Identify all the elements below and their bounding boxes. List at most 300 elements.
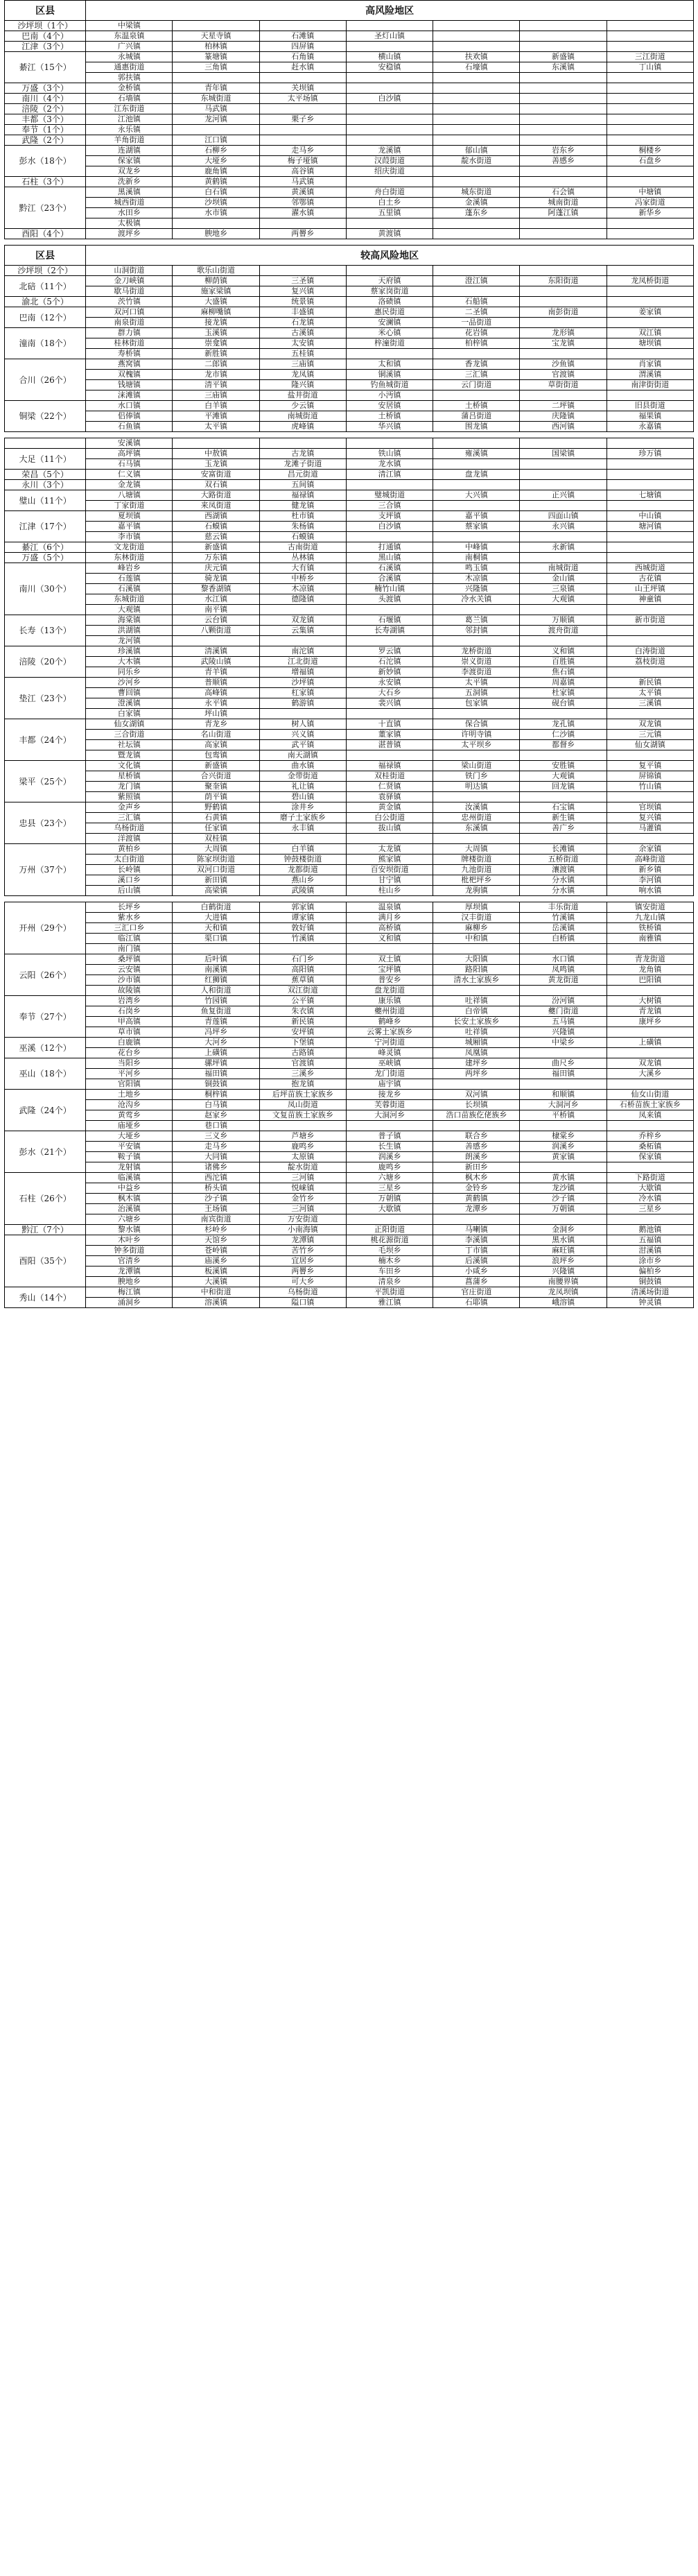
town-cell: 岩湾乡 [86,996,173,1006]
district-name: 黔江（7个） [5,1225,86,1235]
town-cell: 忠州街道 [433,813,520,823]
town-cell: 大木镇 [86,657,173,667]
table-row [5,21,694,31]
town-cell: 大观镇 [86,605,173,615]
table-row [5,875,694,886]
risk-table-2 [4,438,694,896]
town-cell [433,21,520,31]
table-row [5,553,694,563]
town-cell: 峰灵镇 [346,1048,433,1058]
town-cell [607,83,693,94]
town-cell: 铜溪镇 [346,370,433,380]
district-name: 璧山（11个） [5,490,86,511]
town-cell: 中敖镇 [173,449,259,459]
town-cell [607,834,693,844]
town-cell: 安居镇 [346,401,433,411]
town-cell: 石岗乡 [86,1006,173,1017]
town-cell: 走马乡 [259,146,346,156]
district-name: 奉节（1个） [5,125,86,135]
town-cell: 五桥街道 [520,855,607,865]
town-cell: 明达镇 [433,782,520,792]
town-cell: 龙都街道 [259,865,346,875]
town-cell: 桑柘镇 [607,1142,693,1152]
town-cell: 金竹乡 [259,1194,346,1204]
town-cell: 四屏镇 [259,42,346,52]
town-cell: 新盛镇 [173,542,259,553]
town-cell: 土桥镇 [433,401,520,411]
town-cell: 许明寺镇 [433,730,520,740]
town-cell: 大观镇 [520,771,607,782]
town-cell: 五洞镇 [433,688,520,698]
town-cell: 响水镇 [607,886,693,896]
town-cell: 塘河镇 [607,522,693,532]
town-cell: 赶水镇 [259,62,346,73]
town-cell [607,21,693,31]
town-cell [346,177,433,187]
town-cell: 麻旺镇 [520,1246,607,1256]
town-cell [433,114,520,125]
town-cell: 嘉平镇 [433,511,520,522]
table-row [5,855,694,865]
district-name: 沙坪坝（1个） [5,21,86,31]
town-cell: 楠木乡 [346,1256,433,1266]
town-cell: 凤山街道 [259,1100,346,1110]
town-cell: 紫水乡 [86,913,173,923]
town-cell: 中梁乡 [520,1038,607,1048]
town-cell: 桃花源街道 [346,1235,433,1246]
town-cell: 熊家镇 [346,855,433,865]
town-cell: 沙河乡 [86,678,173,688]
town-cell [607,1121,693,1131]
town-cell: 温泉镇 [346,902,433,913]
town-cell: 磨子土家族乡 [259,813,346,823]
town-cell: 绍庆街道 [346,166,433,177]
table-row [5,370,694,380]
district-name: 彭水（18个） [5,146,86,177]
town-cell: 小南海镇 [259,1225,346,1235]
town-cell: 崇龛镇 [173,338,259,349]
town-cell: 龙角镇 [607,965,693,975]
town-cell: 双桂街道 [346,771,433,782]
town-cell: 石船镇 [433,297,520,307]
town-cell: 三溪乡 [259,1069,346,1079]
town-cell: 后坪苗族土家族乡 [259,1090,346,1100]
town-cell: 青龙乡 [173,719,259,730]
town-cell [433,104,520,114]
town-cell: 棣棠乡 [520,1131,607,1142]
town-cell [433,750,520,761]
town-cell: 黄家镇 [520,1152,607,1162]
town-cell: 溪口乡 [86,875,173,886]
town-cell: 双龙镇 [259,615,346,626]
town-cell: 润溪乡 [520,1142,607,1152]
town-cell [346,73,433,83]
town-cell [346,266,433,276]
town-cell: 板溪镇 [173,1266,259,1277]
town-cell: 后叶镇 [173,954,259,965]
district-name: 奉节（27个） [5,996,86,1038]
table-row [5,594,694,605]
town-cell: 长寿湖镇 [346,626,433,636]
town-cell: 庆元镇 [173,563,259,574]
town-cell: 龙沙镇 [520,1183,607,1194]
town-cell [607,986,693,996]
town-cell: 分水镇 [520,886,607,896]
town-cell: 善广乡 [520,823,607,834]
town-cell: 杜市镇 [259,511,346,522]
town-cell: 回龙镇 [520,782,607,792]
town-cell [520,114,607,125]
town-cell: 大垭乡 [86,1131,173,1142]
town-cell: 三汇镇 [433,370,520,380]
town-cell: 旧县街道 [607,401,693,411]
town-cell: 义和镇 [520,646,607,657]
town-cell: 南溪镇 [173,965,259,975]
town-cell: 白石镇 [173,187,259,198]
town-cell [520,750,607,761]
town-cell: 木叶乡 [86,1235,173,1246]
town-cell [346,944,433,954]
table-row [5,511,694,522]
town-cell: 善感乡 [520,156,607,166]
town-cell: 土地乡 [86,1090,173,1100]
town-cell [433,636,520,646]
table-row [5,31,694,42]
town-cell: 乌杨街道 [86,823,173,834]
town-cell: 玉溪镇 [173,328,259,338]
table-row [5,73,694,83]
town-cell: 五间镇 [259,480,346,490]
table-row [5,338,694,349]
town-cell [520,229,607,239]
town-cell: 保家镇 [86,156,173,166]
town-cell: 金溪镇 [433,198,520,208]
town-cell [520,125,607,135]
town-cell: 庙溪乡 [173,1256,259,1266]
town-cell [607,42,693,52]
town-cell: 三江街道 [607,52,693,62]
town-cell: 马武镇 [173,104,259,114]
town-cell: 南天湖镇 [259,750,346,761]
town-cell [607,792,693,802]
section-gap [0,896,698,902]
table-row [5,1048,694,1058]
town-cell: 两罾乡 [259,229,346,239]
town-cell [173,218,259,229]
district-name: 北碚（11个） [5,276,86,297]
town-cell: 百安坝街道 [346,865,433,875]
town-cell [259,73,346,83]
table-row [5,1121,694,1131]
town-cell: 诸佛乡 [173,1162,259,1173]
town-cell [607,73,693,83]
town-cell: 芦塘乡 [259,1131,346,1142]
district-name [5,438,86,449]
town-cell: 普顺镇 [173,678,259,688]
town-cell [433,177,520,187]
town-cell [346,218,433,229]
town-cell: 武陵镇 [259,886,346,896]
town-cell: 白家镇 [86,709,173,719]
town-cell: 燕窝镇 [86,359,173,370]
town-cell: 南雅镇 [607,934,693,944]
table-row [5,584,694,594]
town-cell: 花岩镇 [433,328,520,338]
town-cell: 大有镇 [259,563,346,574]
town-cell [607,501,693,511]
town-cell [346,1214,433,1225]
town-cell: 后溪镇 [433,1256,520,1266]
town-cell: 太原镇 [259,1152,346,1162]
town-cell: 燕山乡 [259,875,346,886]
town-cell: 余家镇 [607,844,693,855]
town-cell [433,438,520,449]
town-cell: 龙驹镇 [433,886,520,896]
district-name: 武隆（24个） [5,1090,86,1131]
town-cell: 包家镇 [433,698,520,709]
town-cell: 吐祥镇 [433,1027,520,1038]
town-cell: 永安镇 [346,678,433,688]
town-cell: 瀼渡镇 [520,865,607,875]
town-cell: 新盛镇 [520,52,607,62]
town-cell [520,792,607,802]
table-row [5,730,694,740]
town-cell: 汉丰街道 [433,913,520,923]
town-cell [520,286,607,297]
town-cell: 峨溶镇 [520,1298,607,1308]
town-cell: 李市镇 [86,532,173,542]
town-cell: 凤凰镇 [433,1048,520,1058]
town-cell: 文复苗族土家族乡 [259,1110,346,1121]
town-cell: 马灌镇 [607,823,693,834]
district-name: 綦江（6个） [5,542,86,553]
town-cell [607,297,693,307]
town-cell: 黎水镇 [86,1225,173,1235]
town-cell: 石滩镇 [259,31,346,42]
town-cell: 龙门街道 [346,1069,433,1079]
town-cell: 庙垭乡 [86,1121,173,1131]
town-cell: 大同镇 [173,1152,259,1162]
town-cell: 白马镇 [173,1100,259,1110]
town-cell [520,605,607,615]
district-name: 巫山（18个） [5,1058,86,1090]
town-cell: 桥头镇 [173,1183,259,1194]
town-cell: 铁山镇 [346,449,433,459]
town-cell [259,1121,346,1131]
town-cell: 永平镇 [173,698,259,709]
town-cell: 碧山镇 [259,792,346,802]
town-cell: 谭家镇 [259,913,346,923]
town-cell: 钟多街道 [86,1246,173,1256]
town-cell: 大歇镇 [607,1183,693,1194]
town-cell: 砚台镇 [520,698,607,709]
town-cell: 云雾土家族乡 [346,1027,433,1038]
town-cell: 歇马街道 [86,286,173,297]
table-row [5,934,694,944]
town-cell [520,390,607,401]
town-cell: 岳溪镇 [520,923,607,934]
table-row [5,438,694,449]
town-cell: 大兴镇 [433,490,520,501]
town-cell: 溶溪镇 [173,1298,259,1308]
town-cell: 枫木镇 [86,1194,173,1204]
town-cell: 王场镇 [173,1204,259,1214]
table-row [5,94,694,104]
town-cell: 合溪镇 [346,574,433,584]
table-row [5,1131,694,1142]
town-cell: 古路镇 [259,1048,346,1058]
town-cell: 庆隆镇 [520,411,607,422]
town-cell: 高阳镇 [259,965,346,975]
town-cell [433,986,520,996]
town-cell: 巴阳镇 [607,975,693,986]
town-cell: 福田镇 [173,1069,259,1079]
town-cell: 围龙镇 [433,422,520,432]
town-cell [259,709,346,719]
town-cell: 云门街道 [433,380,520,390]
table-row [5,1214,694,1225]
table-row [5,1225,694,1235]
town-cell: 石耶镇 [433,1298,520,1308]
town-cell: 鹿角镇 [173,166,259,177]
town-cell: 上磺镇 [607,1038,693,1048]
town-cell [607,104,693,114]
table-row [5,328,694,338]
district-name: 武隆（2个） [5,135,86,146]
town-cell: 嘉平镇 [86,522,173,532]
town-cell: 上磺镇 [173,1048,259,1058]
town-cell: 黄柏乡 [86,844,173,855]
town-cell [433,532,520,542]
town-cell: 鹿鸣乡 [259,1142,346,1152]
column-header-district: 区县 [5,1,86,21]
table-row [5,501,694,511]
town-cell: 大树镇 [607,996,693,1006]
town-cell [173,125,259,135]
town-cell [520,532,607,542]
table-row [5,954,694,965]
town-cell [607,480,693,490]
town-cell: 金铃乡 [433,1183,520,1194]
town-cell: 石墙镇 [86,94,173,104]
town-cell: 马武镇 [259,177,346,187]
table-row [5,156,694,166]
town-cell: 栗子乡 [259,114,346,125]
town-cell [433,31,520,42]
table-row [5,470,694,480]
town-cell: 海棠镇 [86,615,173,626]
town-cell: 长生镇 [346,1142,433,1152]
town-cell: 濯水镇 [259,208,346,218]
town-cell: 白帝镇 [433,1006,520,1017]
risk-table-1 [4,245,694,432]
town-cell: 石马镇 [86,459,173,470]
town-cell [607,626,693,636]
town-cell: 龙门镇 [86,782,173,792]
town-cell: 支坪镇 [346,511,433,522]
town-cell: 正兴镇 [520,490,607,501]
town-cell [346,135,433,146]
town-cell: 铁门乡 [433,771,520,782]
town-cell: 大石乡 [346,688,433,698]
town-cell: 万朝镇 [346,1194,433,1204]
town-cell: 厚坝镇 [433,902,520,913]
town-cell: 金刀峡镇 [86,276,173,286]
table-row [5,229,694,239]
table-row [5,1204,694,1214]
town-cell: 石角镇 [259,52,346,62]
town-cell: 仙女山街道 [607,1090,693,1100]
town-cell: 杜家镇 [520,688,607,698]
town-cell: 白公街道 [346,813,433,823]
town-cell: 苦竹乡 [259,1246,346,1256]
town-cell: 新华乡 [607,208,693,218]
town-cell: 高家镇 [173,740,259,750]
town-cell: 东溪镇 [520,62,607,73]
town-cell: 平桥镇 [520,1110,607,1121]
district-name: 江津（17个） [5,511,86,542]
town-cell: 蒲吕街道 [433,411,520,422]
town-cell: 城东街道 [433,187,520,198]
town-cell: 太平镇 [607,688,693,698]
town-cell: 康乐镇 [346,996,433,1006]
district-name: 渝北（5个） [5,297,86,307]
town-cell: 太和镇 [346,359,433,370]
table-row [5,1017,694,1027]
town-cell [433,349,520,359]
town-cell [520,349,607,359]
town-cell: 黄金镇 [346,802,433,813]
district-name: 忠县（23个） [5,802,86,844]
town-cell: 分水镇 [520,875,607,886]
town-cell [259,21,346,31]
district-name: 大足（11个） [5,449,86,470]
town-cell: 鞍子镇 [86,1152,173,1162]
town-cell [520,501,607,511]
town-cell: 敦好镇 [259,923,346,934]
town-cell: 三角镇 [173,62,259,73]
district-name: 开州（29个） [5,902,86,954]
town-cell: 汉葭街道 [346,156,433,166]
town-cell: 汾河镇 [520,996,607,1006]
table-row [5,1038,694,1048]
town-cell: 夏坝镇 [86,511,173,522]
town-cell [173,438,259,449]
town-cell: 两坪乡 [433,1069,520,1079]
table-row [5,1266,694,1277]
town-cell: 靛水街道 [259,1162,346,1173]
town-cell: 盘龙镇 [433,470,520,480]
town-cell: 钟鼓楼街道 [259,855,346,865]
town-cell: 新田乡 [433,1162,520,1173]
table-row [5,844,694,855]
town-cell: 保合镇 [433,719,520,730]
table-row [5,1287,694,1298]
town-cell: 丁家街道 [86,501,173,511]
town-cell: 丰盛镇 [259,307,346,318]
town-cell: 宝坪镇 [346,965,433,975]
town-cell: 三汇镇 [86,813,173,823]
town-cell: 古溪镇 [259,328,346,338]
town-cell: 通惠街道 [86,62,173,73]
town-cell: 土桥镇 [346,411,433,422]
town-cell: 三河镇 [259,1173,346,1183]
town-cell [607,390,693,401]
town-cell: 柳荫镇 [173,276,259,286]
table-row [5,42,694,52]
town-cell: 凤鸣镇 [520,965,607,975]
town-cell [433,605,520,615]
